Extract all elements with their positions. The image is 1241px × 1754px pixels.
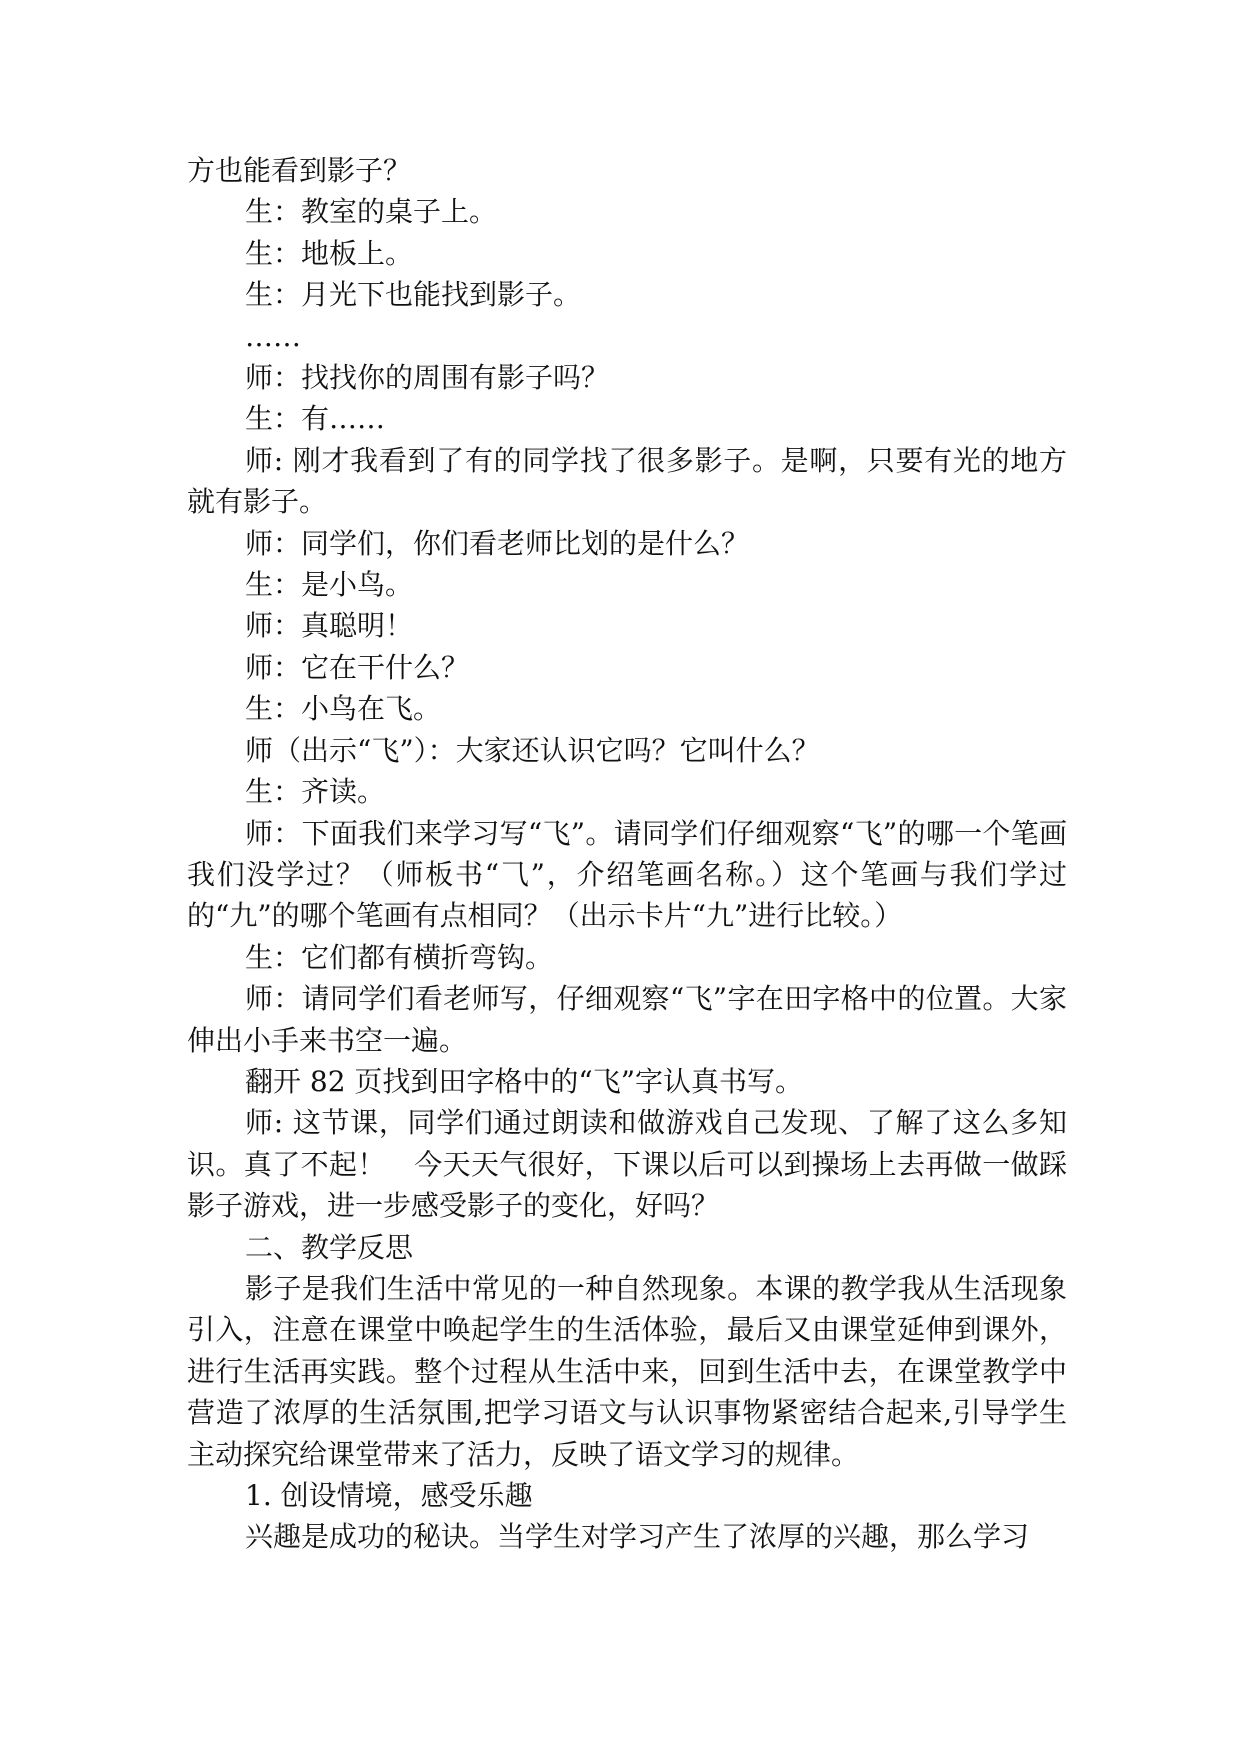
paragraph: …… (245, 319, 301, 353)
paragraph: 师: 这节课，同学们通过朗读和做游戏自己发现、了解了这么多知识。真了不起！ 今天天气很好，下课以后可以到操场上去再做一做踩影子游戏，进一步感受影子的变化，好吗？ (187, 1106, 1067, 1223)
subsection-heading: 1. 创设情境，感受乐趣 (245, 1479, 533, 1512)
paragraph: 生：教室的桌子上。 (245, 195, 498, 229)
section-heading: 二、教学反思 (245, 1230, 414, 1264)
paragraph: 师：它在干什么？ (245, 650, 470, 684)
paragraph: 师：下面我们来学习写“飞”。请同学们仔细观察“飞”的哪一个笔画我们没学过？（师板书“⺄”，介绍笔画名称。）这个笔画与我们学过的“九”的哪个笔画有点相同？（出示卡片“九”进行比较。） (187, 816, 1067, 933)
paragraph: 生：它们都有横折弯钩。 (245, 940, 554, 974)
paragraph: 师: 刚才我看到了有的同学找了很多影子。是啊，只要有光的地方就有影子。 (187, 443, 1067, 519)
paragraph: 师：同学们，你们看老师比划的是什么？ (245, 526, 750, 560)
paragraph: 生：地板上。 (245, 236, 414, 270)
paragraph: 生：月光下也能找到影子。 (245, 278, 582, 312)
paragraph: 生：有…… (245, 402, 386, 436)
document-body (187, 150, 1067, 1558)
paragraph: 师：真聪明！ (245, 609, 414, 643)
paragraph: 师：请同学们看老师写，仔细观察“飞”字在田字格中的位置。大家伸出小手来书空一遍。 (187, 982, 1067, 1057)
paragraph: 方也能看到影子？ (187, 154, 412, 187)
paragraph: 生：齐读。 (245, 775, 386, 809)
paragraph: 翻开 82 页找到田字格中的“飞”字认真书写。 (245, 1064, 804, 1098)
paragraph: 影子是我们生活中常见的一种自然现象。本课的教学我从生活现象引入，注意在课堂中唤起学生的生活体验，最后又由课堂延伸到课外，进行生活再实践。整个过程从生活中来，回到生活中去，在课堂教学中营造了浓厚的生活氛围,把学习语文与认识事物紧密结合起来,引导学生主动探究给课堂带来了活力，反映了语文学习的规律。 (187, 1271, 1067, 1471)
paragraph: 师（出示“飞”）：大家还认识它吗？它叫什么？ (245, 733, 820, 767)
paragraph: 生：小鸟在飞。 (245, 692, 442, 726)
paragraph: 兴趣是成功的秘诀。当学生对学习产生了浓厚的兴趣，那么学习 (245, 1520, 1030, 1554)
paragraph: 师：找找你的周围有影子吗？ (245, 361, 610, 395)
paragraph: 生：是小鸟。 (245, 568, 414, 602)
